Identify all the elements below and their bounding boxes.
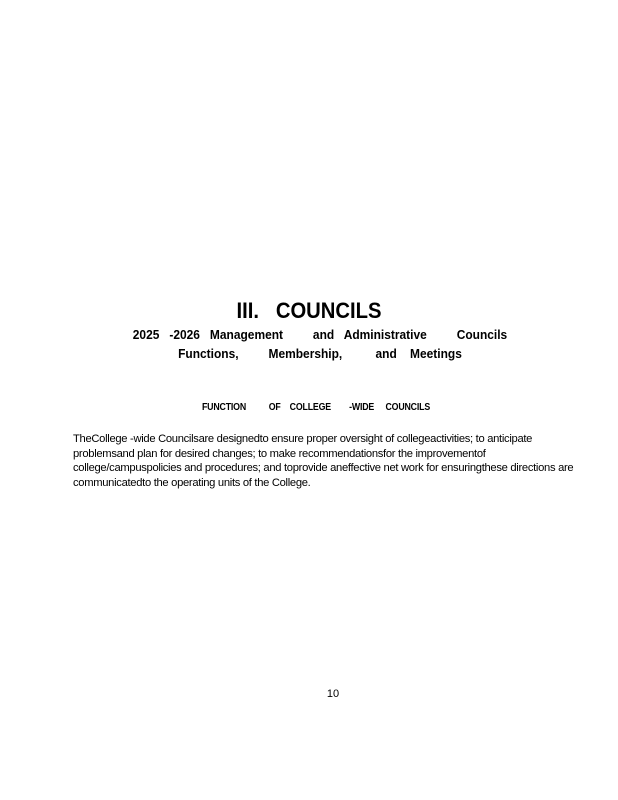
subtitle-line-2: Functions, Membership, and Meetings [178,346,462,361]
subtitle-line-1: 2025 -2026 Management and Administrative Councils [132,327,508,342]
page-number: 10 [326,688,340,700]
section-title: III. COUNCILS [236,298,382,323]
body-paragraph: TheCollege -wide Councilsare designedto ensure proper oversight of collegeactivities; to anticipate problemsand plan for desired changes; to make recommendationsfor the improvementof college/campuspolicies and procedures; and toprovide aneffective net work for ensuringthese directions are communicatedto the operating units of the College. [73,433,574,489]
section-heading: FUNCTION OF COLLEGE -WIDE COUNCILS [201,402,431,413]
